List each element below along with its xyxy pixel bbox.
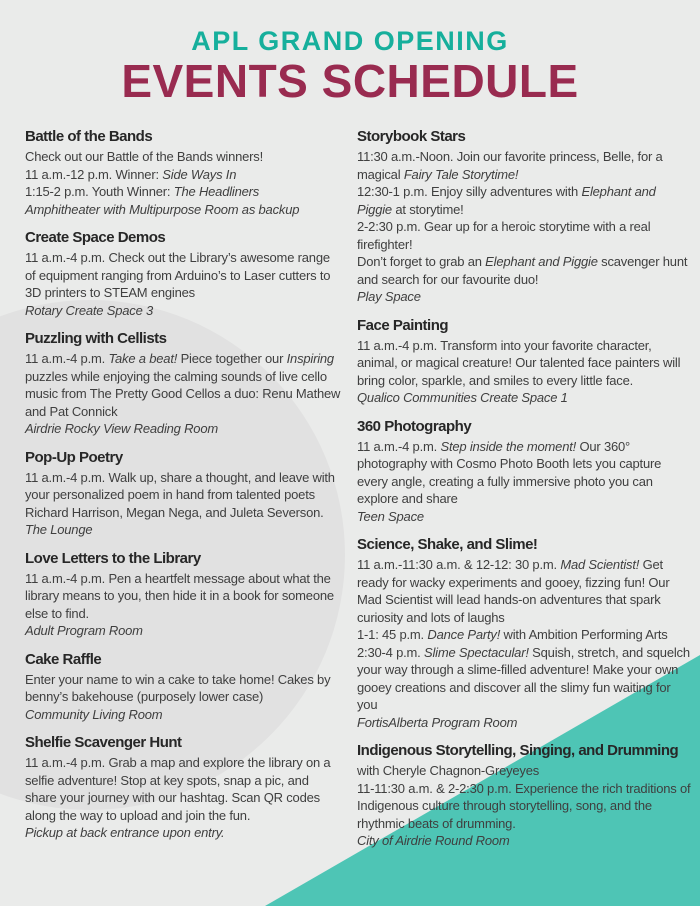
text-segment: City of Airdrie Round Room (357, 833, 510, 849)
event-line (25, 148, 343, 166)
event-title: Battle of the Bands (25, 128, 153, 146)
text-segment: puzzles while enjoying the calming sounds of live cello music from The Pretty Good Cellos a duo: Renu Mathew and Pat Connick (25, 368, 341, 419)
text-segment: 11 a.m.-11:30 a.m. & 12-12: 30 p.m. (357, 557, 561, 573)
text-segment: at storytime! (391, 201, 464, 217)
text-segment: Check out our Battle of the Bands winners! (25, 149, 264, 165)
column-left (25, 128, 343, 861)
event-line (357, 183, 693, 218)
event-body (25, 249, 343, 319)
event-body (25, 469, 343, 539)
event-title: Science, Shake, and Slime! (357, 536, 538, 554)
event-line (25, 706, 343, 724)
event-line (357, 148, 693, 183)
text-segment: FortisAlberta Program Room (357, 714, 518, 730)
text-segment: Don’t forget to grab an (357, 254, 486, 270)
event-section (25, 229, 343, 319)
event-body (357, 148, 693, 306)
event-section (357, 128, 693, 306)
text-segment: Qualico Communities Create Space 1 (357, 390, 568, 406)
event-body (357, 556, 693, 731)
events-columns (0, 104, 700, 861)
event-line (25, 249, 343, 302)
event-line (357, 218, 693, 253)
text-segment: 11 a.m.-4 p.m. Pen a heartfelt message about what the library means to you, then hide it in a book for someone else to find. (25, 570, 334, 621)
text-segment: Side Ways In (162, 166, 237, 182)
text-segment: Elephant and Piggie (357, 184, 656, 217)
text-segment: 2-2:30 p.m. Gear up for a heroic storytime with a real firefighter! (357, 219, 651, 252)
event-line (25, 671, 343, 706)
event-body (25, 754, 343, 842)
event-title: Face Painting (357, 316, 449, 334)
text-segment: Amphitheater with Multipurpose Room as backup (25, 201, 300, 217)
text-segment: 11 a.m.-12 p.m. Winner: (25, 166, 163, 182)
event-line (25, 754, 343, 824)
text-segment: 11 a.m.-4 p.m. (25, 351, 109, 367)
event-line (357, 337, 693, 390)
text-segment: 11 a.m.-4 p.m. (357, 438, 441, 454)
text-segment: Rotary Create Space 3 (25, 302, 154, 318)
column-right (357, 128, 693, 861)
text-segment: 11:30 a.m.-Noon. Join our favorite princess, Belle, for a magical (357, 149, 663, 182)
text-segment: The Headliners (173, 184, 260, 200)
event-line (357, 762, 693, 780)
event-section (25, 651, 343, 724)
text-segment: Inspiring (286, 351, 334, 367)
text-segment: Elephant and Piggie (485, 254, 598, 270)
event-line (25, 824, 343, 842)
text-segment: Community Living Room (25, 706, 163, 722)
event-line (357, 556, 693, 626)
event-title: Storybook Stars (357, 128, 466, 146)
text-segment: Pickup at back entrance upon entry. (25, 825, 225, 841)
text-segment: Adult Program Room (25, 623, 143, 639)
event-line (357, 832, 693, 850)
text-segment: 11 a.m.-4 p.m. Grab a map and explore the library on a selfie adventure! Stop at key spots, snap a pic, and share your journey with our hashtag. Scan QR codes along the way to upload and join the fun. (25, 755, 331, 823)
event-title: Create Space Demos (25, 229, 166, 247)
event-section (357, 742, 693, 850)
text-segment: 1-1: 45 p.m. (357, 627, 428, 643)
text-segment: Squish, stretch, and squelch your way through a slime-filled adventure! Make your own gooey creations and discover all the slimy fun waiting for you (357, 644, 690, 713)
event-line (25, 350, 343, 420)
text-segment: Dance Party! (427, 627, 501, 643)
event-line (357, 389, 693, 407)
text-segment: The Lounge (25, 522, 93, 538)
text-segment: Mad Scientist! (560, 557, 640, 573)
event-section (357, 536, 693, 731)
event-line (25, 302, 343, 320)
event-title: Indigenous Storytelling, Singing, and Drumming (357, 742, 679, 760)
text-segment: Slime Spectacular! (423, 644, 529, 660)
text-segment: Fairy Tale Storytime! (403, 166, 519, 182)
event-section (25, 550, 343, 640)
event-body (357, 337, 693, 407)
event-line (25, 166, 343, 184)
text-segment: 11 a.m.-4 p.m. Check out the Library’s awesome range of equipment ranging from Arduino’s to Laser cutters to 3D printers to STEAM engines (25, 250, 331, 301)
text-segment: Piece together our (177, 351, 287, 367)
text-segment: 2:30-4 p.m. (357, 644, 424, 660)
text-segment: scavenger hunt and search for our favourite duo! (357, 254, 688, 287)
event-body (357, 438, 693, 526)
event-section (357, 317, 693, 407)
text-segment: with Cheryle Chagnon-Greyeyes (357, 763, 540, 779)
event-line (357, 714, 693, 732)
text-segment: Play Space (357, 289, 421, 305)
event-section (25, 449, 343, 539)
text-segment: Take a beat! (108, 351, 178, 367)
text-segment: Enter your name to win a cake to take home! Cakes by benny’s bakehouse (purposely lower case) (25, 671, 331, 705)
event-line (357, 626, 693, 644)
event-title: Cake Raffle (25, 650, 102, 668)
event-body (25, 148, 343, 218)
event-body (25, 671, 343, 724)
event-title: Pop-Up Poetry (25, 448, 123, 466)
event-line (357, 508, 693, 526)
event-line (357, 780, 693, 833)
event-body (25, 350, 343, 438)
event-line (25, 570, 343, 623)
event-body (357, 762, 693, 850)
event-section (25, 128, 343, 218)
text-segment: Airdrie Rocky View Reading Room (25, 421, 218, 437)
text-segment: Get ready for wacky experiments and gooey, fizzing fun! Our Mad Scientist will lead hands-on adventures that spark curiosity and lots of laughs (357, 557, 670, 625)
event-line (25, 521, 343, 539)
event-title: Puzzling with Cellists (25, 330, 167, 348)
text-segment: 12:30-1 p.m. Enjoy silly adventures with (357, 184, 582, 200)
event-section (25, 330, 343, 438)
text-segment: Step inside the moment! (440, 438, 577, 454)
page-title: EVENTS SCHEDULE (121, 55, 579, 108)
event-line (25, 183, 343, 201)
event-title: 360 Photography (357, 417, 472, 435)
event-line (357, 438, 693, 508)
event-line (357, 253, 693, 288)
event-line (25, 420, 343, 438)
text-segment: Teen Space (357, 508, 424, 524)
text-segment: Our 360° photography with Cosmo Photo Booth lets you capture every angle, creating a fully immersive photo you can explore and share (357, 438, 662, 507)
text-segment: 11 a.m.-4 p.m. Transform into your favorite character, animal, or magical creature! Our talented face painters will bring color, sparkle, and smiles to every little face. (357, 337, 681, 388)
text-segment: 1:15-2 p.m. Youth Winner: (25, 184, 174, 200)
text-segment: 11 a.m.-4 p.m. Walk up, share a thought, and leave with your personalized poem in hand from talented poets Richard Harrison, Megan Nega, and Juleta Severson. (25, 469, 335, 520)
event-line (357, 288, 693, 306)
event-body (25, 570, 343, 640)
text-segment: with Ambition Performing Arts (500, 627, 668, 643)
text-segment: 11-11:30 a.m. & 2-2:30 p.m. Experience the rich traditions of Indigenous culture through storytelling, song, and the rhythmic beats of drumming. (357, 780, 691, 831)
header-subtitle: APL GRAND OPENING (191, 26, 509, 56)
event-line (357, 644, 693, 714)
event-title: Love Letters to the Library (25, 549, 201, 567)
flyer-header (0, 0, 700, 108)
event-line (25, 622, 343, 640)
event-section (25, 734, 343, 842)
event-section (357, 418, 693, 526)
event-line (25, 201, 343, 219)
event-title: Shelfie Scavenger Hunt (25, 734, 182, 752)
event-line (25, 469, 343, 522)
